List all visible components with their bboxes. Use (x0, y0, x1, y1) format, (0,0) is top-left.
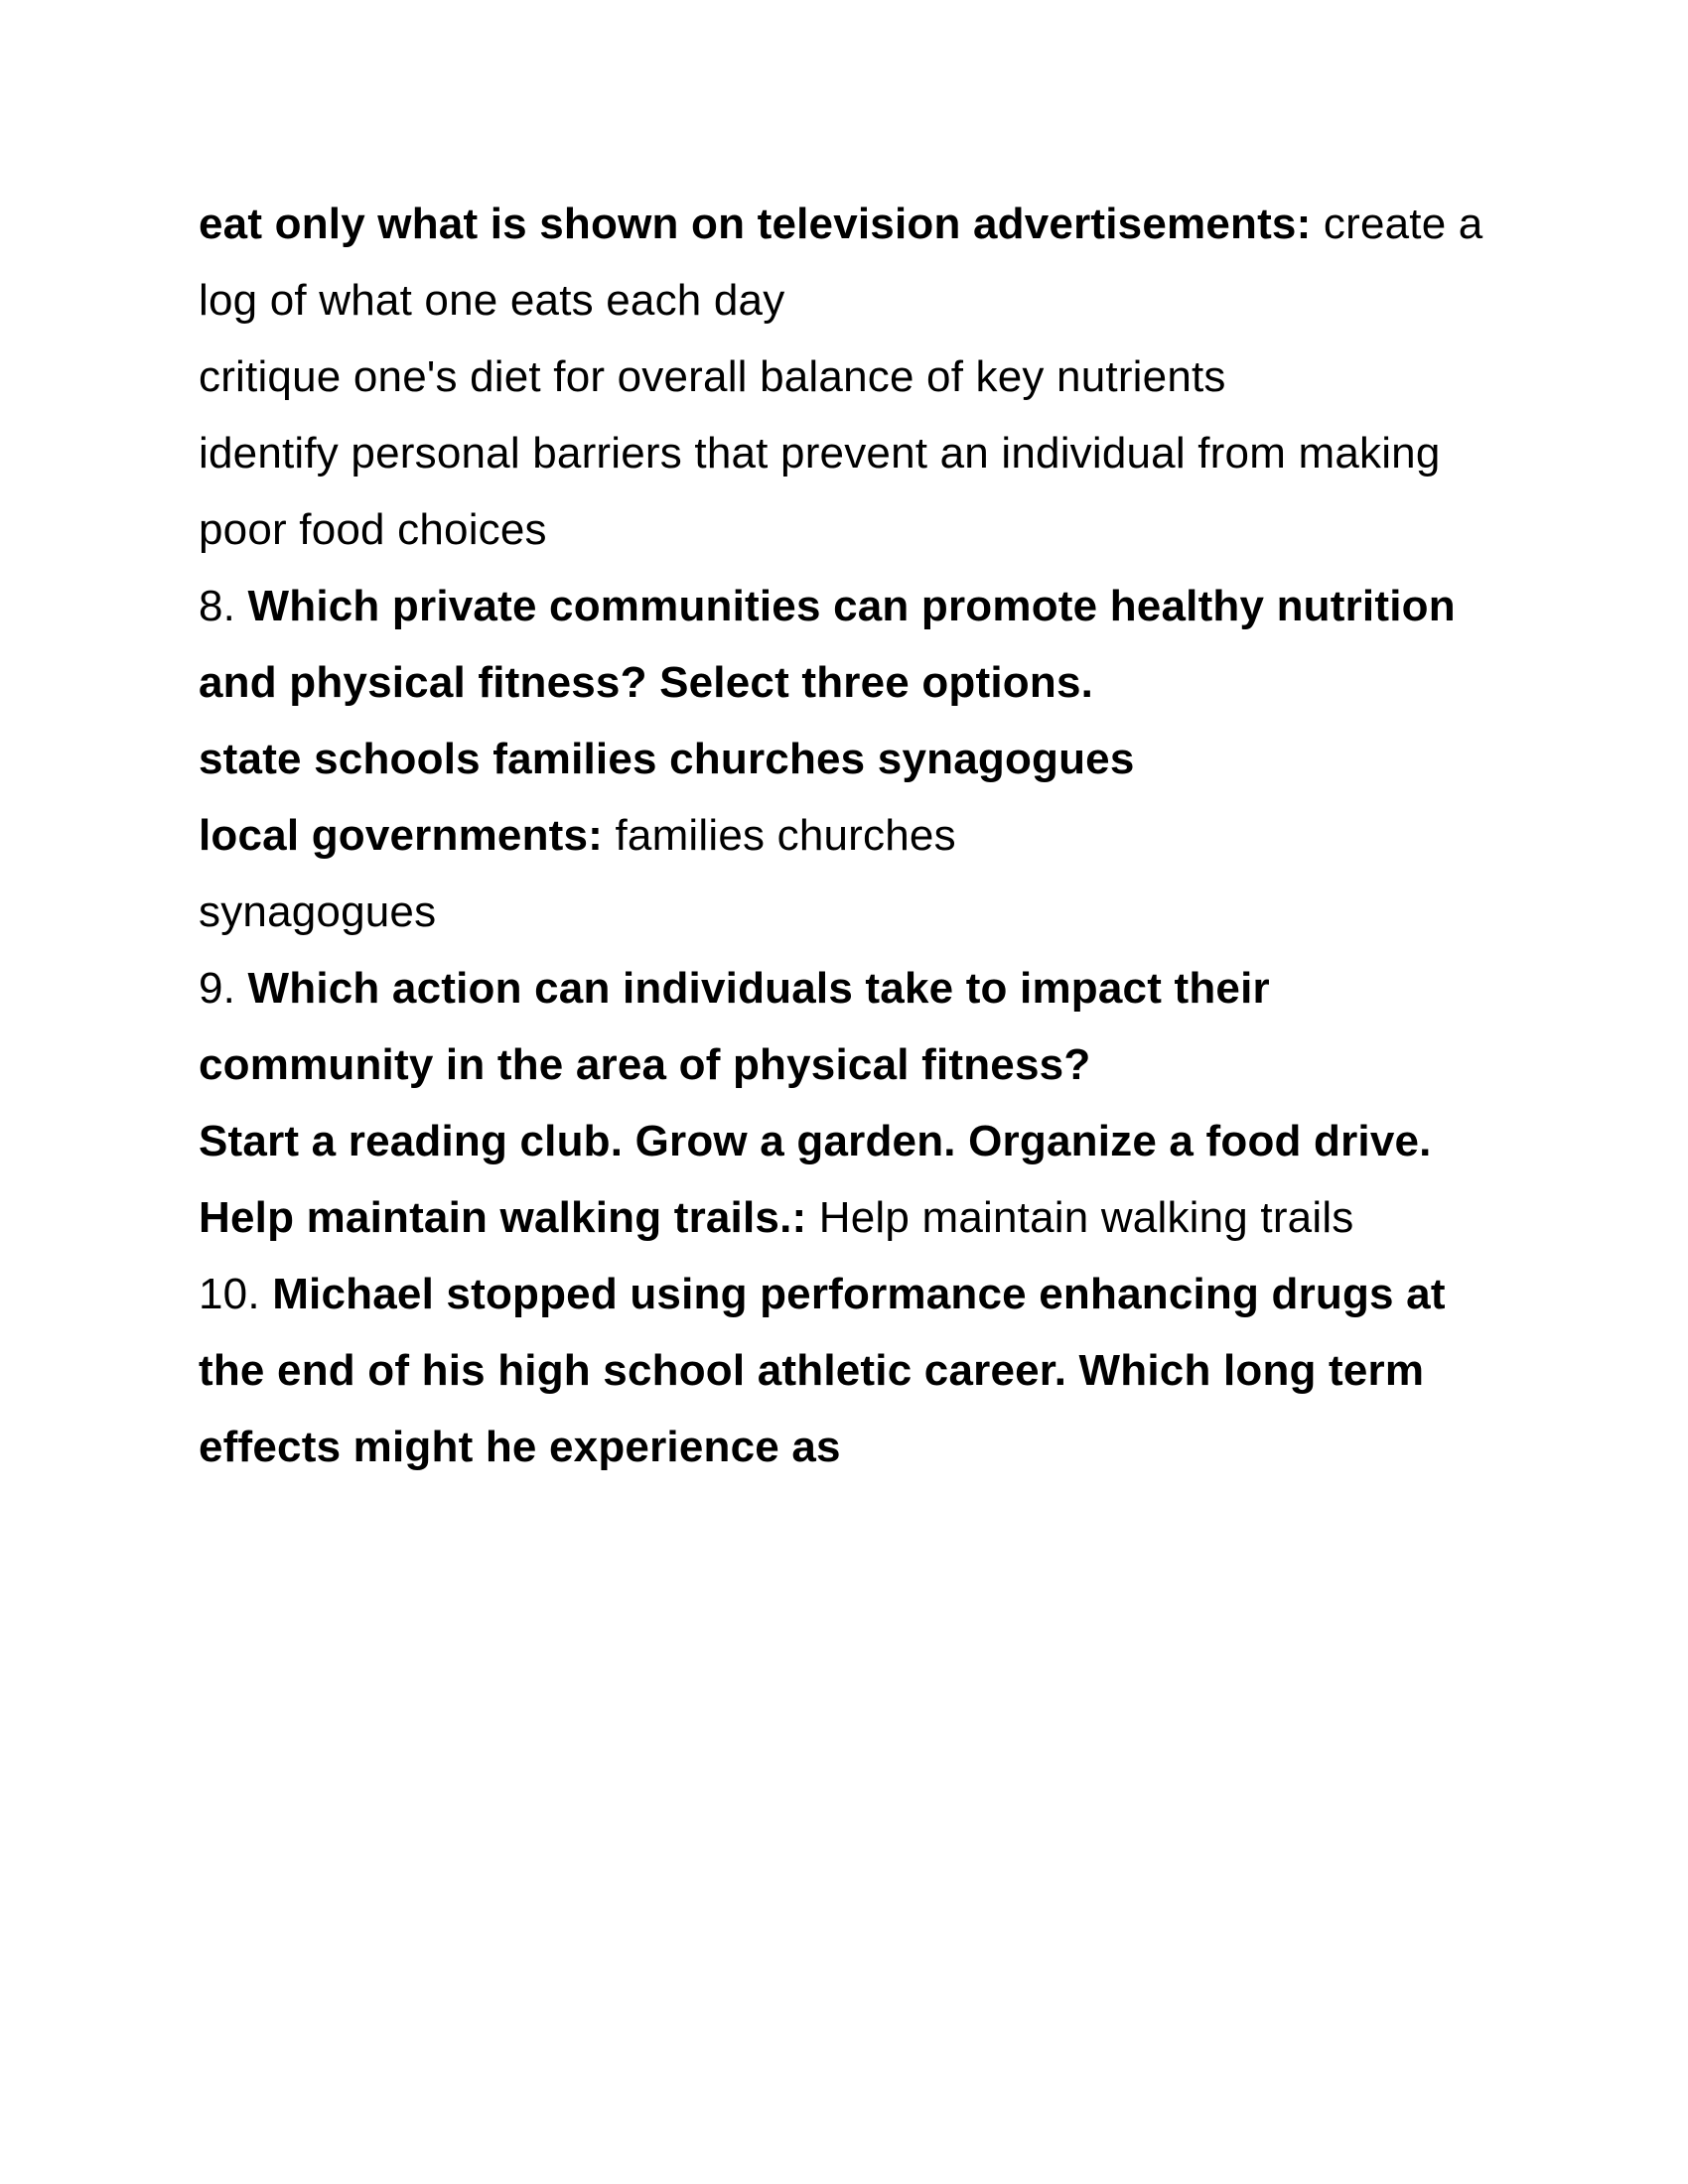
text-segment-bold: Which action can individuals take to impact their (247, 964, 1270, 1013)
text-segment-regular: create a (1323, 200, 1483, 248)
text-segment-bold: state schools families churches synagogues (199, 735, 1135, 783)
text-segment-bold: Help maintain walking trails.: (199, 1193, 819, 1242)
text-segment-bold: local governments: (199, 811, 616, 860)
question-10-line-2 (199, 1332, 1529, 1409)
text-segment-bold: and physical fitness? Select three options. (199, 658, 1094, 707)
text-segment-bold: eat only what is shown on television advertisements: (199, 200, 1324, 248)
question-9-options-line (199, 1103, 1529, 1179)
answer-line-critique-diet (199, 339, 1529, 415)
question-10-line-1 (199, 1256, 1529, 1332)
question-9-line-1 (199, 950, 1529, 1026)
question-9-answer-line (199, 1179, 1529, 1256)
text-segment-regular: critique one's diet for overall balance of key nutrients (199, 352, 1226, 401)
text-segment-regular: Help maintain walking trails (818, 1193, 1354, 1242)
question-9-line-2 (199, 1026, 1529, 1103)
text-segment-bold: Michael stopped using performance enhancing drugs at (272, 1270, 1446, 1318)
answer-line-identify-barriers (199, 415, 1529, 491)
question-8-line-2 (199, 644, 1529, 721)
text-segment-bold: the end of his high school athletic career. Which long term (199, 1346, 1425, 1395)
question-8-options-line (199, 721, 1529, 797)
text-segment-regular: poor food choices (199, 505, 547, 554)
question-number: 8. (199, 582, 248, 630)
question-8-line-1 (199, 568, 1529, 644)
text-segment-bold: Start a reading club. Grow a garden. Organize a food drive. (199, 1117, 1432, 1165)
text-segment-regular: identify personal barriers that prevent an individual from making (199, 429, 1441, 478)
text-segment-bold: Which private communities can promote healthy nutrition (247, 582, 1456, 630)
text-segment-regular: families churches (615, 811, 956, 860)
text-segment-bold: community in the area of physical fitness? (199, 1040, 1091, 1089)
text-segment-regular: synagogues (199, 887, 437, 936)
question-8-answer-line-1 (199, 797, 1529, 874)
question-10-line-3 (199, 1409, 1529, 1485)
document-text-block (199, 186, 1529, 1485)
question-number: 9. (199, 964, 248, 1013)
answer-line-tv-ads (199, 186, 1529, 262)
text-segment-regular: log of what one eats each day (199, 276, 785, 325)
question-8-answer-line-2 (199, 874, 1529, 950)
answer-line-food-log (199, 262, 1529, 339)
text-segment-bold: effects might he experience as (199, 1423, 841, 1471)
question-number: 10. (199, 1270, 273, 1318)
answer-line-poor-choices (199, 491, 1529, 568)
